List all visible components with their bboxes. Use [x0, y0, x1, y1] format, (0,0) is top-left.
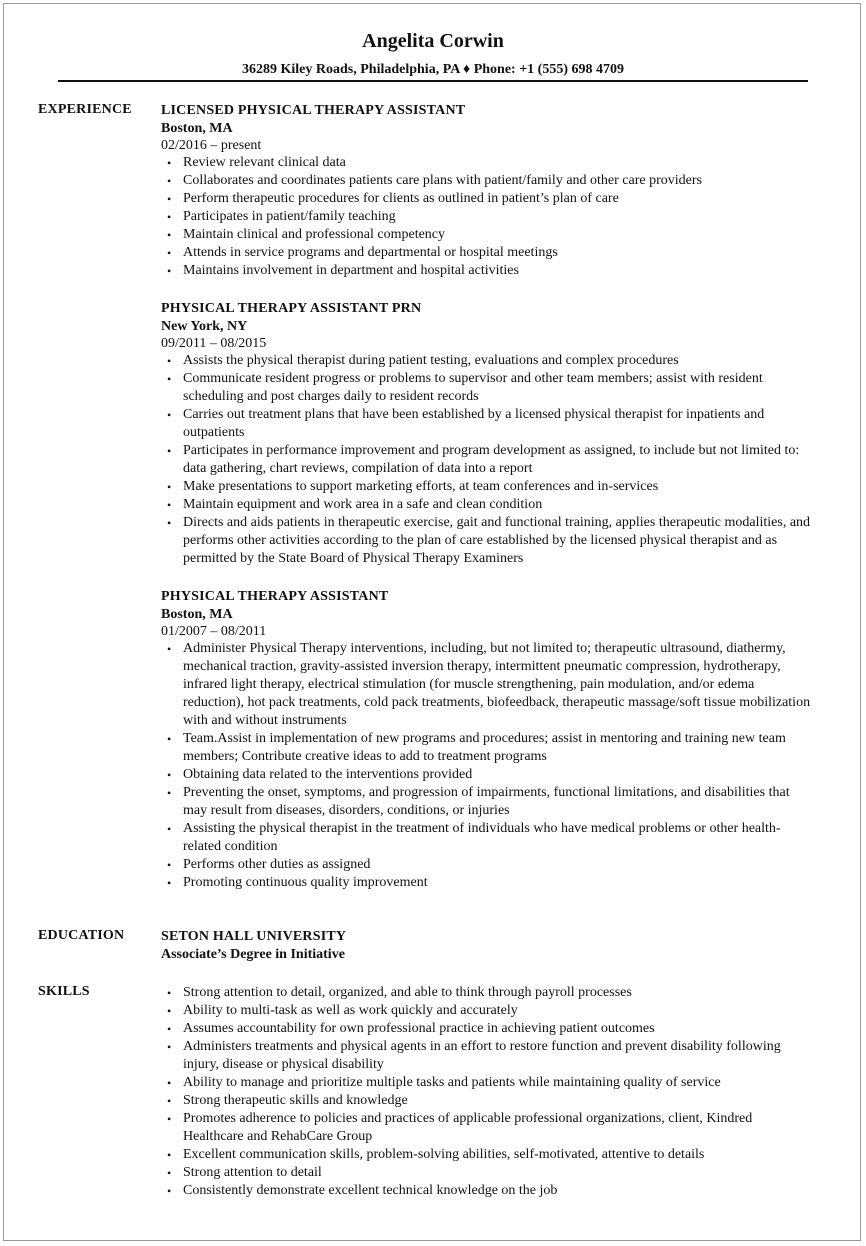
list-item: • Administer Physical Therapy interventions, including, but not limited to; therapeutic ultrasound, diathermy, mechanical traction, gravity-assisted inversion therapy, intermittent pneumatic compression, hydrotherapy, infrared light therapy, electrical stimulation (for muscle strengthening, pain modulation, and/or edema reduction), hot pack treatments, cold pack treatments, biofeedback, therapeutic massage/soft tissue mobilization with and without instruments — [161, 640, 811, 730]
list-item: • Make presentations to support marketing efforts, at team conferences and in-services — [161, 478, 811, 496]
list-item: • Excellent communication skills, problem-solving abilities, self-motivated, attentive to details — [161, 1146, 811, 1164]
list-item: • Participates in patient/family teaching — [161, 208, 811, 226]
job-location: Boston, MA — [161, 121, 233, 136]
school-name: SETON HALL UNIVERSITY — [161, 929, 347, 944]
list-item: • Obtaining data related to the interventions provided — [161, 766, 811, 784]
job-entry — [161, 300, 811, 568]
list-item: • Performs other duties as assigned — [161, 856, 811, 874]
list-item: • Strong therapeutic skills and knowledge — [161, 1092, 811, 1110]
experience-jobs — [161, 102, 811, 912]
list-item: • Strong attention to detail — [161, 1164, 811, 1182]
list-item: • Assumes accountability for own professional practice in achieving patient outcomes — [161, 1020, 811, 1038]
list-item: • Maintain equipment and work area in a safe and clean condition — [161, 496, 811, 514]
job-dates: 01/2007 – 08/2011 — [161, 624, 267, 639]
job-location: New York, NY — [161, 319, 248, 334]
job-dates: 02/2016 – present — [161, 138, 262, 153]
job-duties-list — [161, 640, 811, 892]
skills-list-wrap — [161, 984, 811, 1200]
job-title: PHYSICAL THERAPY ASSISTANT — [161, 589, 389, 604]
list-item: • Ability to manage and prioritize multiple tasks and patients while maintaining quality of service — [161, 1074, 811, 1092]
list-item: • Preventing the onset, symptoms, and progression of impairments, functional limitations, and disabilities that may result from diseases, disorders, conditions, or injuries — [161, 784, 811, 820]
job-duties-list — [161, 352, 811, 568]
list-item: • Assisting the physical therapist in the treatment of individuals who have medical problems or other health-related condition — [161, 820, 811, 856]
skills-list — [161, 984, 811, 1200]
job-title: PHYSICAL THERAPY ASSISTANT PRN — [161, 301, 422, 316]
experience-heading: EXPERIENCE — [38, 102, 132, 117]
job-duties-list — [161, 154, 811, 280]
list-item: • Maintains involvement in department and hospital activities — [161, 262, 811, 280]
list-item: • Perform therapeutic procedures for clients as outlined in patient’s plan of care — [161, 190, 811, 208]
list-item: • Promotes adherence to policies and practices of applicable professional organizations, client, Kindred Healthcare and RehabCare Group — [161, 1110, 811, 1146]
candidate-name: Angelita Corwin — [362, 30, 504, 52]
list-item: • Review relevant clinical data — [161, 154, 811, 172]
list-item: • Directs and aids patients in therapeutic exercise, gait and functional training, applies therapeutic modalities, and performs other activities according to the plan of care established by the licensed physical therapist and as permitted by the State Board of Physical Therapy Examiners — [161, 514, 811, 568]
list-item: • Carries out treatment plans that have been established by a licensed physical therapist for inpatients and outpatients — [161, 406, 811, 442]
list-item: • Attends in service programs and departmental or hospital meetings — [161, 244, 811, 262]
education-heading: EDUCATION — [38, 928, 125, 943]
list-item: • Assists the physical therapist during patient testing, evaluations and complex procedures — [161, 352, 811, 370]
education-details — [161, 928, 811, 964]
list-item: • Communicate resident progress or problems to supervisor and other team members; assist with resident scheduling and post charges daily to resident records — [161, 370, 811, 406]
job-dates: 09/2011 – 08/2015 — [161, 336, 267, 351]
job-entry — [161, 588, 811, 892]
degree-name: Associate’s Degree in Initiative — [161, 947, 345, 962]
list-item: • Participates in performance improvement and program development as assigned, to include but not limited to: data gathering, chart reviews, compilation of data into a report — [161, 442, 811, 478]
list-item: • Administers treatments and physical agents in an effort to restore function and prevent disability following injury, disease or physical disability — [161, 1038, 811, 1074]
skills-heading: SKILLS — [38, 984, 90, 999]
job-title: LICENSED PHYSICAL THERAPY ASSISTANT — [161, 103, 466, 118]
contact-line: 36289 Kiley Roads, Philadelphia, PA ♦ Phone: +1 (555) 698 4709 — [242, 62, 624, 77]
job-entry — [161, 102, 811, 280]
list-item: • Strong attention to detail, organized, and able to think through payroll processes — [161, 984, 811, 1002]
list-item: • Consistently demonstrate excellent technical knowledge on the job — [161, 1182, 811, 1200]
list-item: • Collaborates and coordinates patients care plans with patient/family and other care providers — [161, 172, 811, 190]
header-divider — [58, 80, 808, 82]
list-item: • Ability to multi-task as well as work quickly and accurately — [161, 1002, 811, 1020]
list-item: • Promoting continuous quality improvement — [161, 874, 811, 892]
job-location: Boston, MA — [161, 607, 233, 622]
list-item: • Maintain clinical and professional competency — [161, 226, 811, 244]
list-item: • Team.Assist in implementation of new programs and procedures; assist in mentoring and training new team members; Contribute creative ideas to add to treatment programs — [161, 730, 811, 766]
